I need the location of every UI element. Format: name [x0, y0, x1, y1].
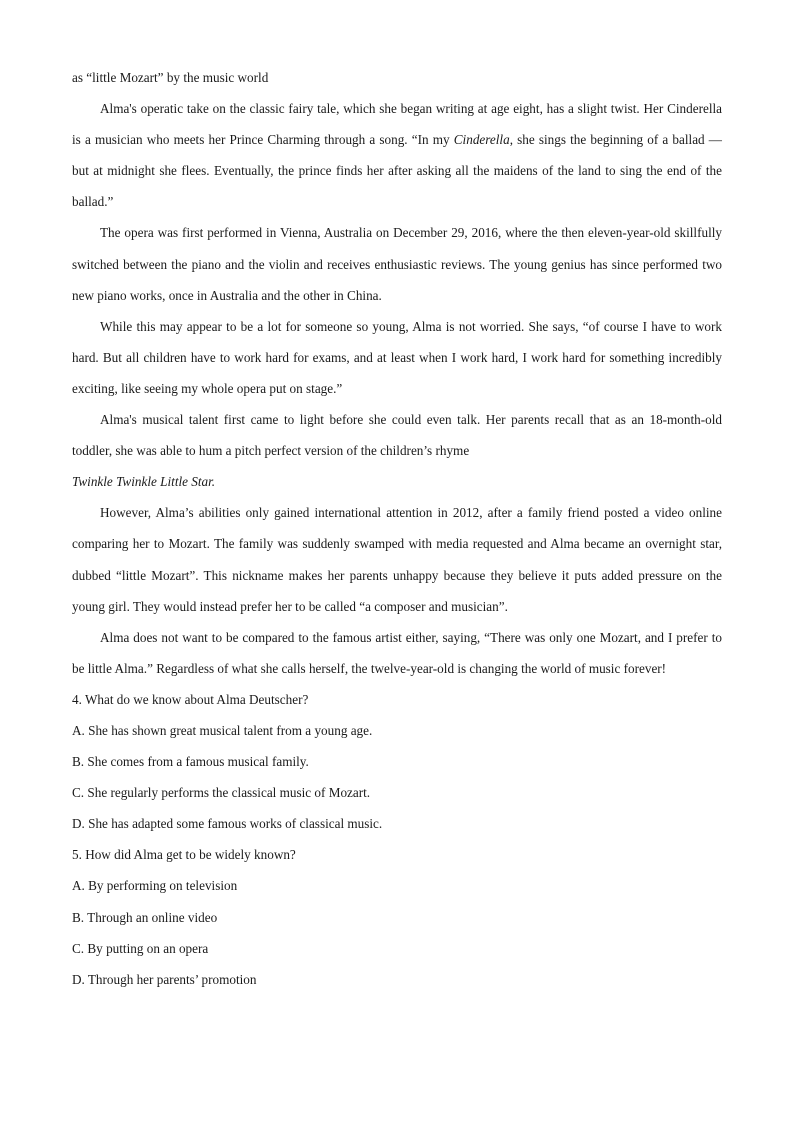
answer-option: B. Through an online video: [72, 909, 218, 925]
question-stem: 4. What do we know about Alma Deutscher?: [72, 691, 309, 707]
paragraph-opera-premiere: The opera was first performed in Vienna, Australia on December 29, 2016, where the then eleven-year-old skillfully switched between the piano and the violin and receives enthusiastic reviews. The young genius has since performed two new piano works, once in Australia and the other in China.: [72, 225, 722, 303]
answer-option: C. By putting on an opera: [72, 940, 209, 956]
answer-option: D. Through her parents’ promotion: [72, 971, 257, 987]
answer-option: A. She has shown great musical talent from a young age.: [72, 722, 373, 738]
question-stem: 5. How did Alma get to be widely known?: [72, 847, 296, 863]
paragraph-little-alma: Alma does not want to be compared to the famous artist either, saying, “There was only one Mozart, and I prefer to be little Alma.” Regardless of what she calls herself, the twelve-year-old is changing the world of music forever!: [72, 629, 722, 676]
paragraph-text: , she sings the beginning of a ballad — but at midnight she flees. Eventually, the prince finds her after asking all the maidens of the land to sing the end of the ballad.”: [72, 132, 722, 210]
answer-option: A. By performing on television: [72, 878, 238, 894]
answer-option: C. She regularly performs the classical music of Mozart.: [72, 785, 371, 801]
answer-option: D. She has adapted some famous works of classical music.: [72, 816, 383, 832]
continued-line: as “little Mozart” by the music world: [72, 70, 269, 85]
answer-option: B. She comes from a famous musical family.: [72, 754, 309, 770]
paragraph-cinderella: [72, 93, 722, 217]
question-4: [72, 684, 722, 839]
rhyme-title: Twinkle Twinkle Little Star.: [72, 474, 216, 490]
paragraph-text: Alma's operatic take on the classic fairy tale, which she began writing at age eight, has a slight twist. Her Cinderella is a musician who meets her Prince Charming through a song. “In my: [72, 101, 722, 148]
document-page: [72, 62, 722, 995]
paragraph-hard-work: While this may appear to be a lot for someone so young, Alma is not worried. She says, “of course I have to work hard. But all children have to work hard for exams, and at least when I work hard, I work hard for something incredibly exciting, like seeing my whole opera put on stage.”: [72, 318, 722, 396]
paragraph-fame: However, Alma’s abilities only gained international attention in 2012, after a family friend posted a video online comparing her to Mozart. The family was suddenly swamped with media requested and Alma became an overnight star, dubbed “little Mozart”. This nickname makes her parents unhappy because they believe it puts added pressure on the young girl. They would instead prefer her to be called “a composer and musician”.: [72, 505, 722, 614]
question-5: [72, 839, 722, 994]
paragraph-early-talent: Alma's musical talent first came to light before she could even talk. Her parents recall that as an 18-month-old toddler, she was able to hum a pitch perfect version of the children’s rhyme: [72, 412, 722, 459]
italic-title: Cinderella: [453, 132, 510, 148]
